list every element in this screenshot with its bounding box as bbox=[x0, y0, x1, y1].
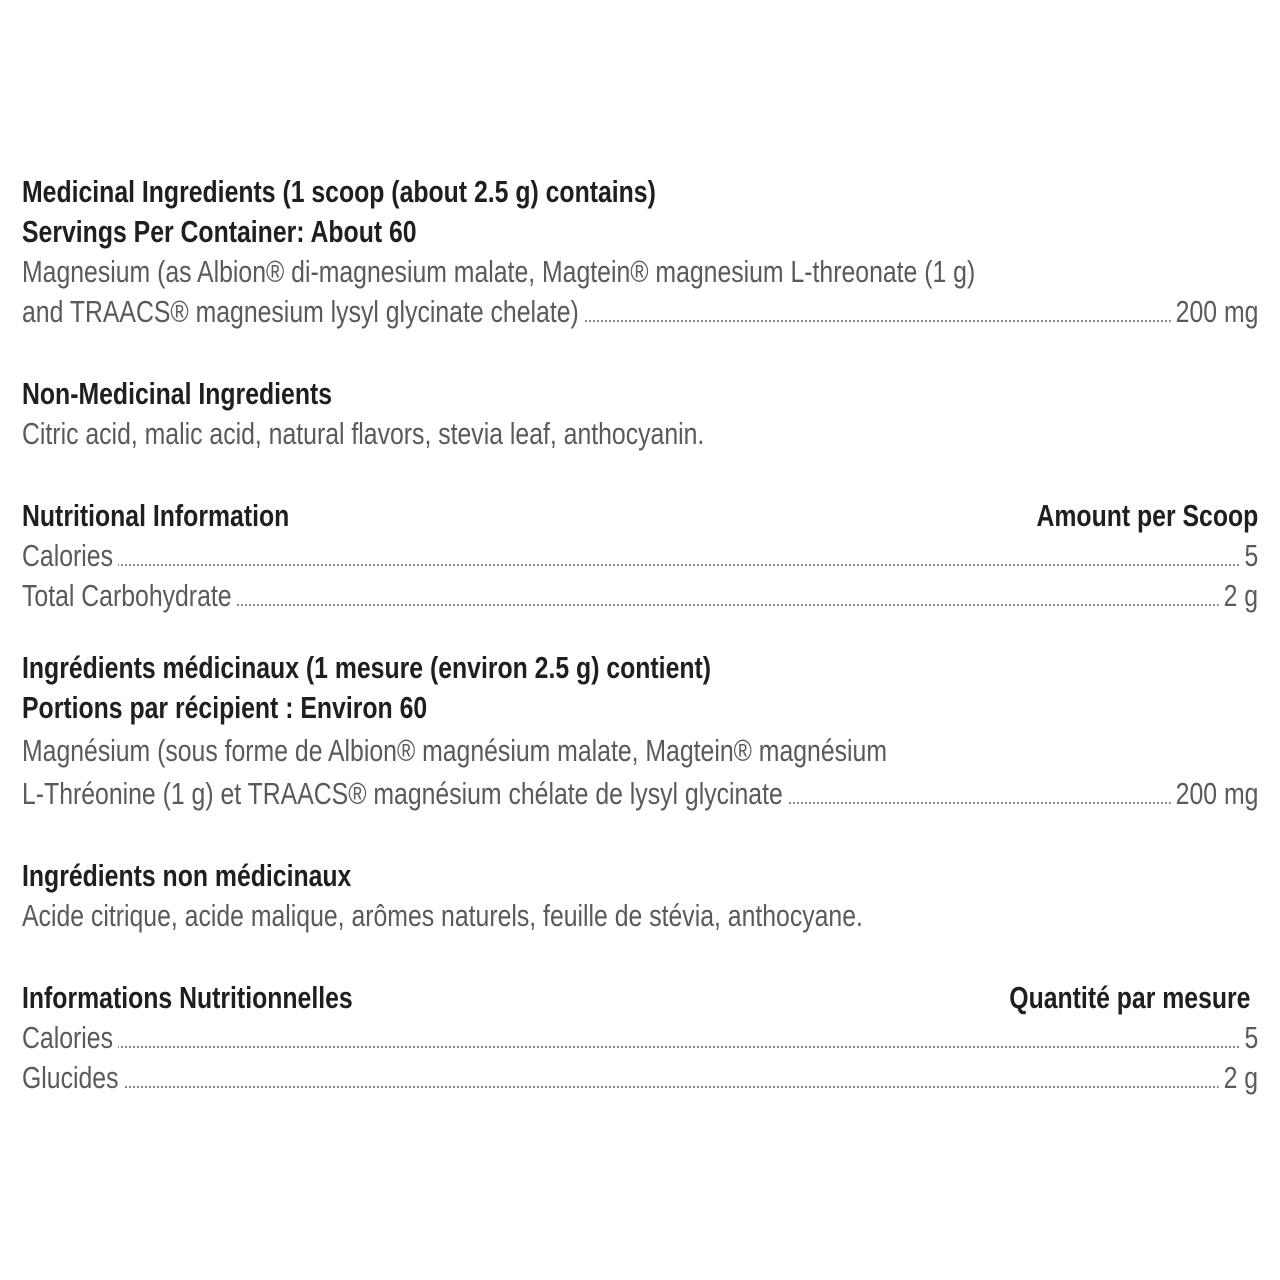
dot-leader bbox=[22, 564, 1258, 566]
en-nutrition-heading: Nutritional Information bbox=[22, 498, 290, 533]
en-nutrition-row-calories bbox=[22, 536, 1258, 576]
en-non-medicinal-section bbox=[22, 374, 1258, 454]
fr-medicinal-heading: Ingrédients médicinaux (1 mesure (environ 2.5 g) contient) bbox=[22, 650, 712, 685]
fr-non-medicinal-heading: Ingrédients non médicinaux bbox=[22, 858, 352, 893]
en-magnesium-description: Magnesium (as Albion® di-magnesium malate, Magtein® magnesium L-threonate (1 g) bbox=[22, 254, 976, 289]
en-magnesium-source: and TRAACS® magnesium lysyl glycinate chelate) bbox=[22, 292, 584, 332]
nutrition-value: 5 bbox=[1239, 536, 1258, 576]
en-medicinal-section bbox=[22, 172, 1258, 332]
nutrition-label: Calories bbox=[22, 536, 118, 576]
fr-nutrition-section bbox=[22, 978, 1258, 1098]
nutrition-value: 5 bbox=[1239, 1018, 1258, 1058]
fr-non-medicinal-list: Acide citrique, acide malique, arômes naturels, feuille de stévia, anthocyane. bbox=[22, 898, 863, 933]
fr-non-medicinal-section bbox=[22, 856, 1258, 936]
fr-servings-per-container: Portions par récipient : Environ 60 bbox=[22, 690, 428, 725]
fr-magnesium-description: Magnésium (sous forme de Albion® magnésium malate, Magtein® magnésium bbox=[22, 733, 887, 768]
fr-nutrition-header bbox=[22, 978, 1258, 1018]
dot-leader bbox=[22, 1086, 1258, 1088]
en-non-medicinal-list: Citric acid, malic acid, natural flavors, stevia leaf, anthocyanin. bbox=[22, 416, 705, 451]
en-magnesium-amount-row bbox=[22, 292, 1258, 332]
en-medicinal-heading: Medicinal Ingredients (1 scoop (about 2.5 g) contains) bbox=[22, 174, 656, 209]
fr-magnesium-amount-row bbox=[22, 774, 1258, 814]
fr-nutrition-row-glucides bbox=[22, 1058, 1258, 1098]
fr-nutrition-heading: Informations Nutritionnelles bbox=[22, 980, 353, 1015]
nutrition-label: Glucides bbox=[22, 1058, 123, 1098]
en-servings-per-container: Servings Per Container: About 60 bbox=[22, 214, 417, 249]
en-nutrition-row-carbohydrate bbox=[22, 576, 1258, 616]
fr-nutrition-row-calories bbox=[22, 1018, 1258, 1058]
nutrition-label: Total Carbohydrate bbox=[22, 576, 236, 616]
en-amount-per-scoop: Amount per Scoop bbox=[1036, 498, 1258, 533]
fr-quantity-per-measure: Quantité par mesure bbox=[1008, 980, 1250, 1015]
fr-medicinal-section bbox=[22, 648, 1258, 814]
en-nutrition-section bbox=[22, 496, 1258, 616]
en-non-medicinal-heading: Non-Medicinal Ingredients bbox=[22, 376, 333, 411]
nutrition-value: 2 g bbox=[1219, 1058, 1258, 1098]
fr-magnesium-amount: 200 mg bbox=[1170, 774, 1258, 814]
dot-leader bbox=[22, 1046, 1258, 1048]
fr-magnesium-source: L-Thréonine (1 g) et TRAACS® magnésium chélate de lysyl glycinate bbox=[22, 774, 788, 814]
en-magnesium-amount: 200 mg bbox=[1170, 292, 1258, 332]
nutrition-value: 2 g bbox=[1219, 576, 1258, 616]
nutrition-label: Calories bbox=[22, 1018, 118, 1058]
supplement-facts-label bbox=[22, 172, 1258, 1140]
en-nutrition-header bbox=[22, 496, 1258, 536]
